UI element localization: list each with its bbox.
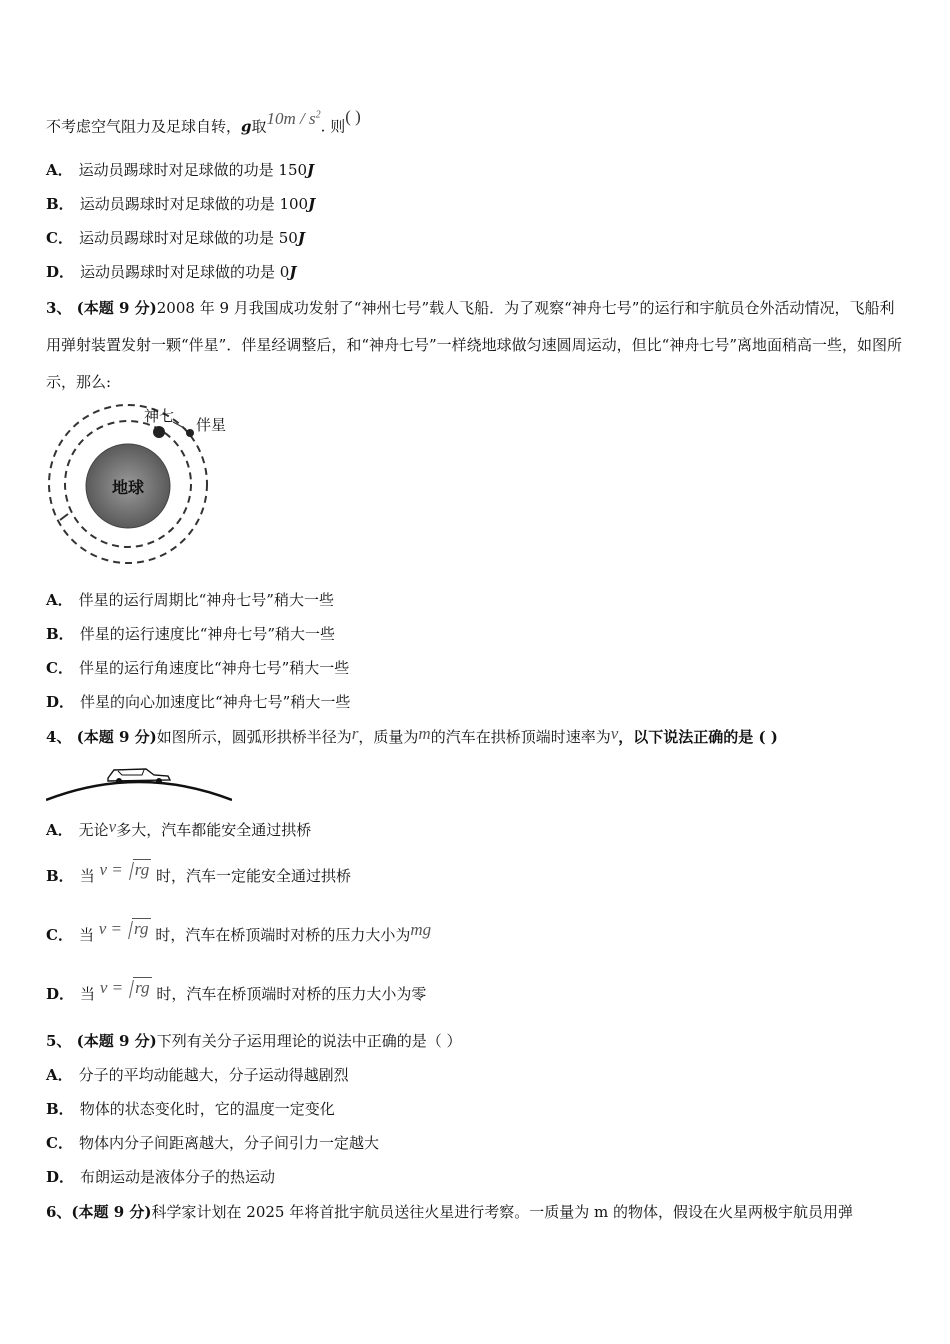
question-text: 科学家计划在 2025 年将首批宇航员送往火星进行考察。一质量为 m 的物体，假设在火星两极宇航员用弹: [151, 1203, 853, 1221]
option-label: B．: [46, 1100, 74, 1118]
question-text: 2008 年 9 月我国成功发射了“神州七号”载人飞船．为了观察“神舟七号”的运行和宇航员仓外活动情况，飞船利用弹射装置发射一颗“伴星”．伴星经调整后，和“神舟七号”一样绕地球做匀速圆周运动，但比“神舟七号”离地面稍高一些，如图所示，那么:: [46, 299, 903, 391]
option-text: 无论: [78, 821, 109, 839]
q5-option-d: [46, 1167, 275, 1187]
satellite-dot: [186, 429, 194, 437]
option-text: 运动员踢球时对足球做的功是 150: [78, 161, 308, 179]
q2-option-c: [46, 228, 305, 248]
formula-left: v =: [98, 919, 123, 938]
question-text: ，以下说法正确的是 ( ): [618, 728, 778, 746]
option-label: B．: [46, 625, 74, 643]
option-label: B．: [46, 195, 74, 213]
q4-option-d: [46, 978, 427, 1004]
option-label: D．: [46, 1168, 75, 1186]
option-text: 伴星的运行速度比“神舟七号”稍大一些: [79, 625, 336, 643]
spacecraft-dot: [153, 426, 165, 438]
question-header: 6、(本题 9 分): [46, 1203, 152, 1221]
option-label: A．: [46, 1066, 73, 1084]
question-text: ，质量为: [358, 728, 419, 746]
option-label: D．: [46, 985, 75, 1003]
question-text: 如图所示，圆弧形拱桥半径为: [156, 728, 352, 746]
q3-option-b: [46, 624, 335, 644]
option-text: 伴星的运行周期比“神舟七号”稍大一些: [78, 591, 334, 609]
option-unit: J: [289, 263, 297, 281]
q6-stem: [46, 1202, 853, 1222]
option-label: A．: [46, 161, 73, 179]
sqrt-formula: [123, 978, 152, 998]
option-label: D．: [46, 263, 75, 281]
earth-label: 地球: [111, 478, 145, 497]
option-text: 当: [80, 985, 96, 1003]
symbol-m: m: [418, 724, 431, 743]
formula-left: v =: [99, 978, 124, 997]
option-unit: J: [308, 195, 316, 213]
q3-option-d: [46, 692, 350, 712]
q2-g-take: 取: [251, 117, 267, 136]
q3-stem: [46, 290, 906, 401]
q5-option-b: [46, 1099, 335, 1119]
q4-option-c: [46, 919, 432, 945]
q3-option-c: [46, 658, 349, 678]
q2-option-d: [46, 262, 296, 282]
symbol-mg: mg: [410, 920, 432, 939]
option-text: 物体内分子间距离越大，分子间引力一定越大: [78, 1134, 379, 1152]
q4-option-b: [46, 860, 352, 886]
option-unit: J: [297, 229, 305, 247]
option-label: C．: [46, 229, 73, 247]
q5-stem: [46, 1031, 462, 1051]
q2-stem-suffix: . 则: [320, 117, 346, 136]
formula-radicand: rg: [135, 978, 150, 997]
q2-option-b: [46, 194, 315, 214]
option-text: 多大，汽车都能安全通过拱桥: [116, 821, 312, 839]
option-text: 运动员踢球时对足球做的功是 50: [78, 229, 298, 247]
option-label: C．: [46, 659, 73, 677]
option-text: 时，汽车在桥顶端时对桥的压力大小为: [155, 926, 411, 944]
option-unit: J: [307, 161, 315, 179]
q4-stem: [46, 724, 778, 747]
formula-radicand: rg: [134, 919, 149, 938]
question-text: 下列有关分子运用理论的说法中正确的是（ ）: [156, 1032, 462, 1050]
bridge-arc: [46, 782, 232, 800]
option-text: 伴星的向心加速度比“神舟七号”稍大一些: [80, 693, 351, 711]
option-label: A．: [46, 821, 73, 839]
q2-stem: [46, 106, 361, 137]
option-text: 当: [79, 867, 95, 885]
question-header: 5、 (本题 9 分): [46, 1032, 157, 1050]
option-text: 物体的状态变化时，它的温度一定变化: [79, 1100, 335, 1118]
formula-radicand: rg: [134, 860, 150, 879]
g-value: 10m / s: [266, 108, 316, 128]
question-text: 的汽车在拱桥顶端时速率为: [430, 728, 611, 746]
option-text: 运动员踢球时对足球做的功是 0: [80, 263, 290, 281]
question-header: 4、 (本题 9 分): [46, 728, 157, 746]
q4-option-a: [46, 817, 312, 840]
q5-option-a: [46, 1065, 349, 1085]
symbol-v: v: [108, 817, 117, 836]
g-symbol: g: [241, 117, 252, 136]
formula-left: v =: [99, 860, 123, 879]
option-label: A．: [46, 591, 73, 609]
satellite-label: 伴星: [196, 416, 227, 434]
orbit-figure: [46, 402, 236, 567]
option-label: C．: [46, 926, 73, 944]
q3-option-a: [46, 590, 334, 610]
option-text: 伴星的运行角速度比“神舟七号”稍大一些: [78, 659, 350, 677]
option-label: D．: [46, 693, 75, 711]
spacecraft-label: 神七: [144, 407, 175, 425]
answer-paren: ( ): [345, 106, 361, 126]
symbol-v: v: [610, 724, 619, 743]
option-text: 时，汽车一定能安全通过拱桥: [156, 867, 352, 885]
q2-stem-prefix: 不考虑空气阻力及足球自转，: [46, 117, 242, 136]
q2-option-a: [46, 160, 314, 180]
option-label: C．: [46, 1134, 73, 1152]
option-text: 分子的平均动能越大，分子运动得越剧烈: [78, 1066, 349, 1084]
q5-option-c: [46, 1133, 379, 1153]
bridge-figure: [46, 758, 232, 802]
option-text: 当: [78, 926, 94, 944]
sqrt-formula: [123, 860, 152, 880]
question-header: 3、 (本题 9 分): [46, 299, 157, 317]
option-text: 布朗运动是液体分子的热运动: [80, 1168, 276, 1186]
option-text: 时，汽车在桥顶端时对桥的压力大小为零: [156, 985, 427, 1003]
option-text: 运动员踢球时对足球做的功是 100: [79, 195, 309, 213]
sqrt-formula: [122, 919, 151, 939]
g-exponent: 2: [315, 109, 321, 120]
symbol-r: r: [351, 724, 359, 743]
option-label: B．: [46, 867, 74, 885]
